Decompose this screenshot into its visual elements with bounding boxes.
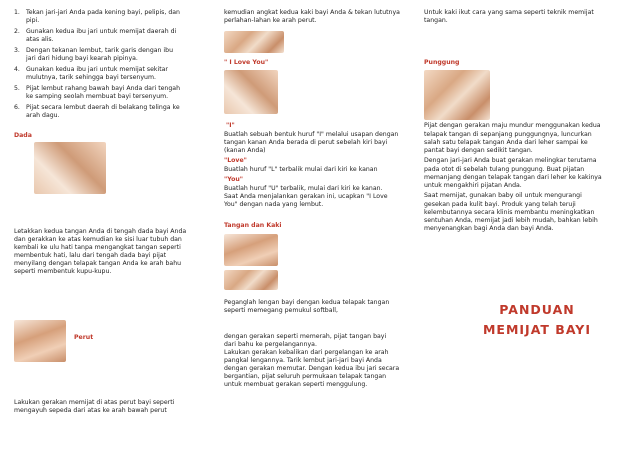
paragraph-line: dengan gerakan seperti memerah, pijat tangan bayi bbox=[224, 333, 387, 340]
paragraph-line: membentuk hati, lalu dari tengah dada bayi pijat bbox=[14, 252, 167, 259]
paragraph-line: perlahan-lahan ke arah perut. bbox=[224, 17, 317, 24]
paragraph-line: untuk mengakhiri pijatan Anda. bbox=[424, 182, 522, 189]
title-line-1: PANDUAN bbox=[499, 302, 575, 317]
brochure-title bbox=[452, 300, 622, 340]
paragraph-line: Saat memijat, gunakan baby oil untuk mengurangi bbox=[424, 192, 582, 199]
step-number: 3. bbox=[14, 47, 20, 54]
stroke-label-love: "Love" bbox=[224, 157, 247, 164]
paragraph-line: Buatlah sebuah bentuk huruf "I" melalui usapan dengan bbox=[224, 131, 399, 138]
paragraph-line: (kanan Anda) bbox=[224, 147, 266, 154]
paragraph-line: tangan kanan Anda berada di perut sebelah kiri bayi bbox=[224, 139, 388, 146]
stroke-label-i: "I" bbox=[226, 122, 235, 129]
step-text: arah dagu. bbox=[26, 112, 60, 119]
paragraph-line: Buatlah huruf "U" terbalik, mulai dari kiri ke kanan. bbox=[224, 185, 383, 192]
paragraph-line: pantat bayi dengan sedikit tangan. bbox=[424, 147, 533, 154]
paragraph-line: memanjang dengan telapak tangan dari leher ke kakinya bbox=[424, 174, 602, 181]
paragraph-line: kelembutannya secara klinis membantu meningkatkan bbox=[424, 209, 595, 216]
step-text: Tekan jari-jari Anda pada kening bayi, pelipis, dan bbox=[26, 9, 180, 16]
paragraph-line: bergantian, pijat seluruh permukaan telapak tangan bbox=[224, 373, 387, 380]
paragraph-line: Pijat dengan gerakan maju mundur menggunakan kedua bbox=[424, 122, 601, 129]
baby-massage-photo-i-love-you bbox=[224, 70, 278, 114]
step-text: mulutnya, tarik sehingga bayi tersenyum. bbox=[26, 74, 156, 81]
paragraph-line: seperti memegang pemukul softball, bbox=[224, 307, 338, 314]
step-number: 1. bbox=[14, 9, 20, 16]
step-number: 5. bbox=[14, 85, 20, 92]
section-label-tangan-kaki: Tangan dan Kaki bbox=[224, 222, 282, 229]
title-line-2: MEMIJAT BAYI bbox=[482, 322, 591, 337]
paragraph-line: Peganglah lengan bayi dengan kedua telapak tangan bbox=[224, 299, 390, 306]
step-text: Dengan tekanan lembut, tarik garis dengan ibu bbox=[26, 47, 173, 54]
paragraph-line: dari bahu ke pergelangannya. bbox=[224, 341, 317, 348]
step-text: atas alis. bbox=[26, 36, 54, 43]
paragraph-line: Lakukan gerakan kebalikan dari pergelangan ke arah bbox=[224, 349, 389, 356]
step-text: pipi. bbox=[26, 17, 40, 24]
paragraph-line: Untuk kaki ikut cara yang sama seperti teknik memijat bbox=[424, 9, 594, 16]
paragraph-line: dengan gerakan memutar. Dengan kedua ibu jari secara bbox=[224, 365, 400, 372]
baby-massage-photo-chest bbox=[34, 142, 106, 194]
step-number: 4. bbox=[14, 66, 20, 73]
paragraph-line: tangan. bbox=[424, 17, 448, 24]
paragraph-line: Lakukan gerakan memijat di atas perut bayi seperti bbox=[14, 399, 175, 406]
paragraph-line: pangkal lengannya. Tarik lembut jari-jari bayi Anda bbox=[224, 357, 382, 364]
paragraph-line: kemudian angkat kedua kaki bayi Anda & tekan lututnya bbox=[224, 9, 400, 16]
paragraph-line: menyilang dengan telapak tangan Anda ke arah bahu bbox=[14, 260, 182, 267]
step-text: Gunakan kedua ibu jari untuk memijat daerah di bbox=[26, 28, 177, 35]
baby-massage-photo-hands bbox=[224, 270, 278, 290]
section-label-i-love-you: " I Love You" bbox=[224, 59, 269, 66]
stroke-label-you: "You" bbox=[224, 176, 244, 183]
section-label-dada: Dada bbox=[14, 132, 32, 139]
paragraph-line: telapak tangan di sepanjang punggungnya, luncurkan bbox=[424, 131, 592, 138]
paragraph-line: seperti membentuk kupu-kupu. bbox=[14, 268, 112, 275]
paragraph-line: pada otot di sebelah tulang punggung. Buat pijatan bbox=[424, 166, 585, 173]
paragraph-line: sentuhan Anda, memijat jadi lebih mudah, bahkan lebih bbox=[424, 217, 598, 224]
paragraph-line: gesekan pada kulit bayi. Produk yang telah teruji bbox=[424, 201, 576, 208]
section-label-punggung: Punggung bbox=[424, 59, 460, 66]
paragraph-line: Buatlah huruf "L" terbalik mulai dari kiri ke kanan bbox=[224, 166, 378, 173]
paragraph-line: untuk membuat gerakan seperti menggulung. bbox=[224, 381, 368, 388]
step-text: Pijat lembut rahang bawah bayi Anda dari tengah bbox=[26, 85, 180, 92]
paragraph-line: kembali ke ulu hati tanpa mengangkat tangan seperti bbox=[14, 244, 181, 251]
paragraph-line: salah satu telapak tangan Anda dari leher sampai ke bbox=[424, 139, 588, 146]
section-label-perut: Perut bbox=[74, 334, 94, 341]
step-text: Gunakan kedua ibu jari untuk memijat sekitar bbox=[26, 66, 168, 73]
paragraph-line: menyenangkan bagi Anda dan bayi Anda. bbox=[424, 225, 554, 232]
baby-massage-photo-belly bbox=[14, 320, 66, 362]
baby-massage-photo-back bbox=[424, 70, 490, 120]
paragraph-line: dan gerakkan ke atas kemudian ke sisi luar tubuh dan bbox=[14, 236, 182, 243]
step-number: 6. bbox=[14, 104, 20, 111]
paragraph-line: You" dengan nada yang lembut. bbox=[224, 201, 324, 208]
step-text: jari dari hidung bayi kearah pipinya. bbox=[26, 55, 138, 62]
baby-massage-photo-legs bbox=[224, 31, 284, 53]
step-text: Pijat secara lembut daerah di belakang telinga ke bbox=[26, 104, 180, 111]
step-text: ke samping seolah membuat bayi tersenyum. bbox=[26, 93, 169, 100]
baby-massage-photo-arms bbox=[224, 234, 278, 266]
paragraph-line: Saat Anda menjalankan gerakan ini, ucapkan "I Love bbox=[224, 193, 388, 200]
step-number: 2. bbox=[14, 28, 20, 35]
paragraph-line: mengayuh sepeda dari atas ke arah bawah perut bbox=[14, 407, 167, 414]
paragraph-line: Letakkan kedua tangan Anda di tengah dada bayi Anda bbox=[14, 228, 187, 235]
paragraph-line: Dengan jari-jari Anda buat gerakan melingkar terutama bbox=[424, 157, 597, 164]
